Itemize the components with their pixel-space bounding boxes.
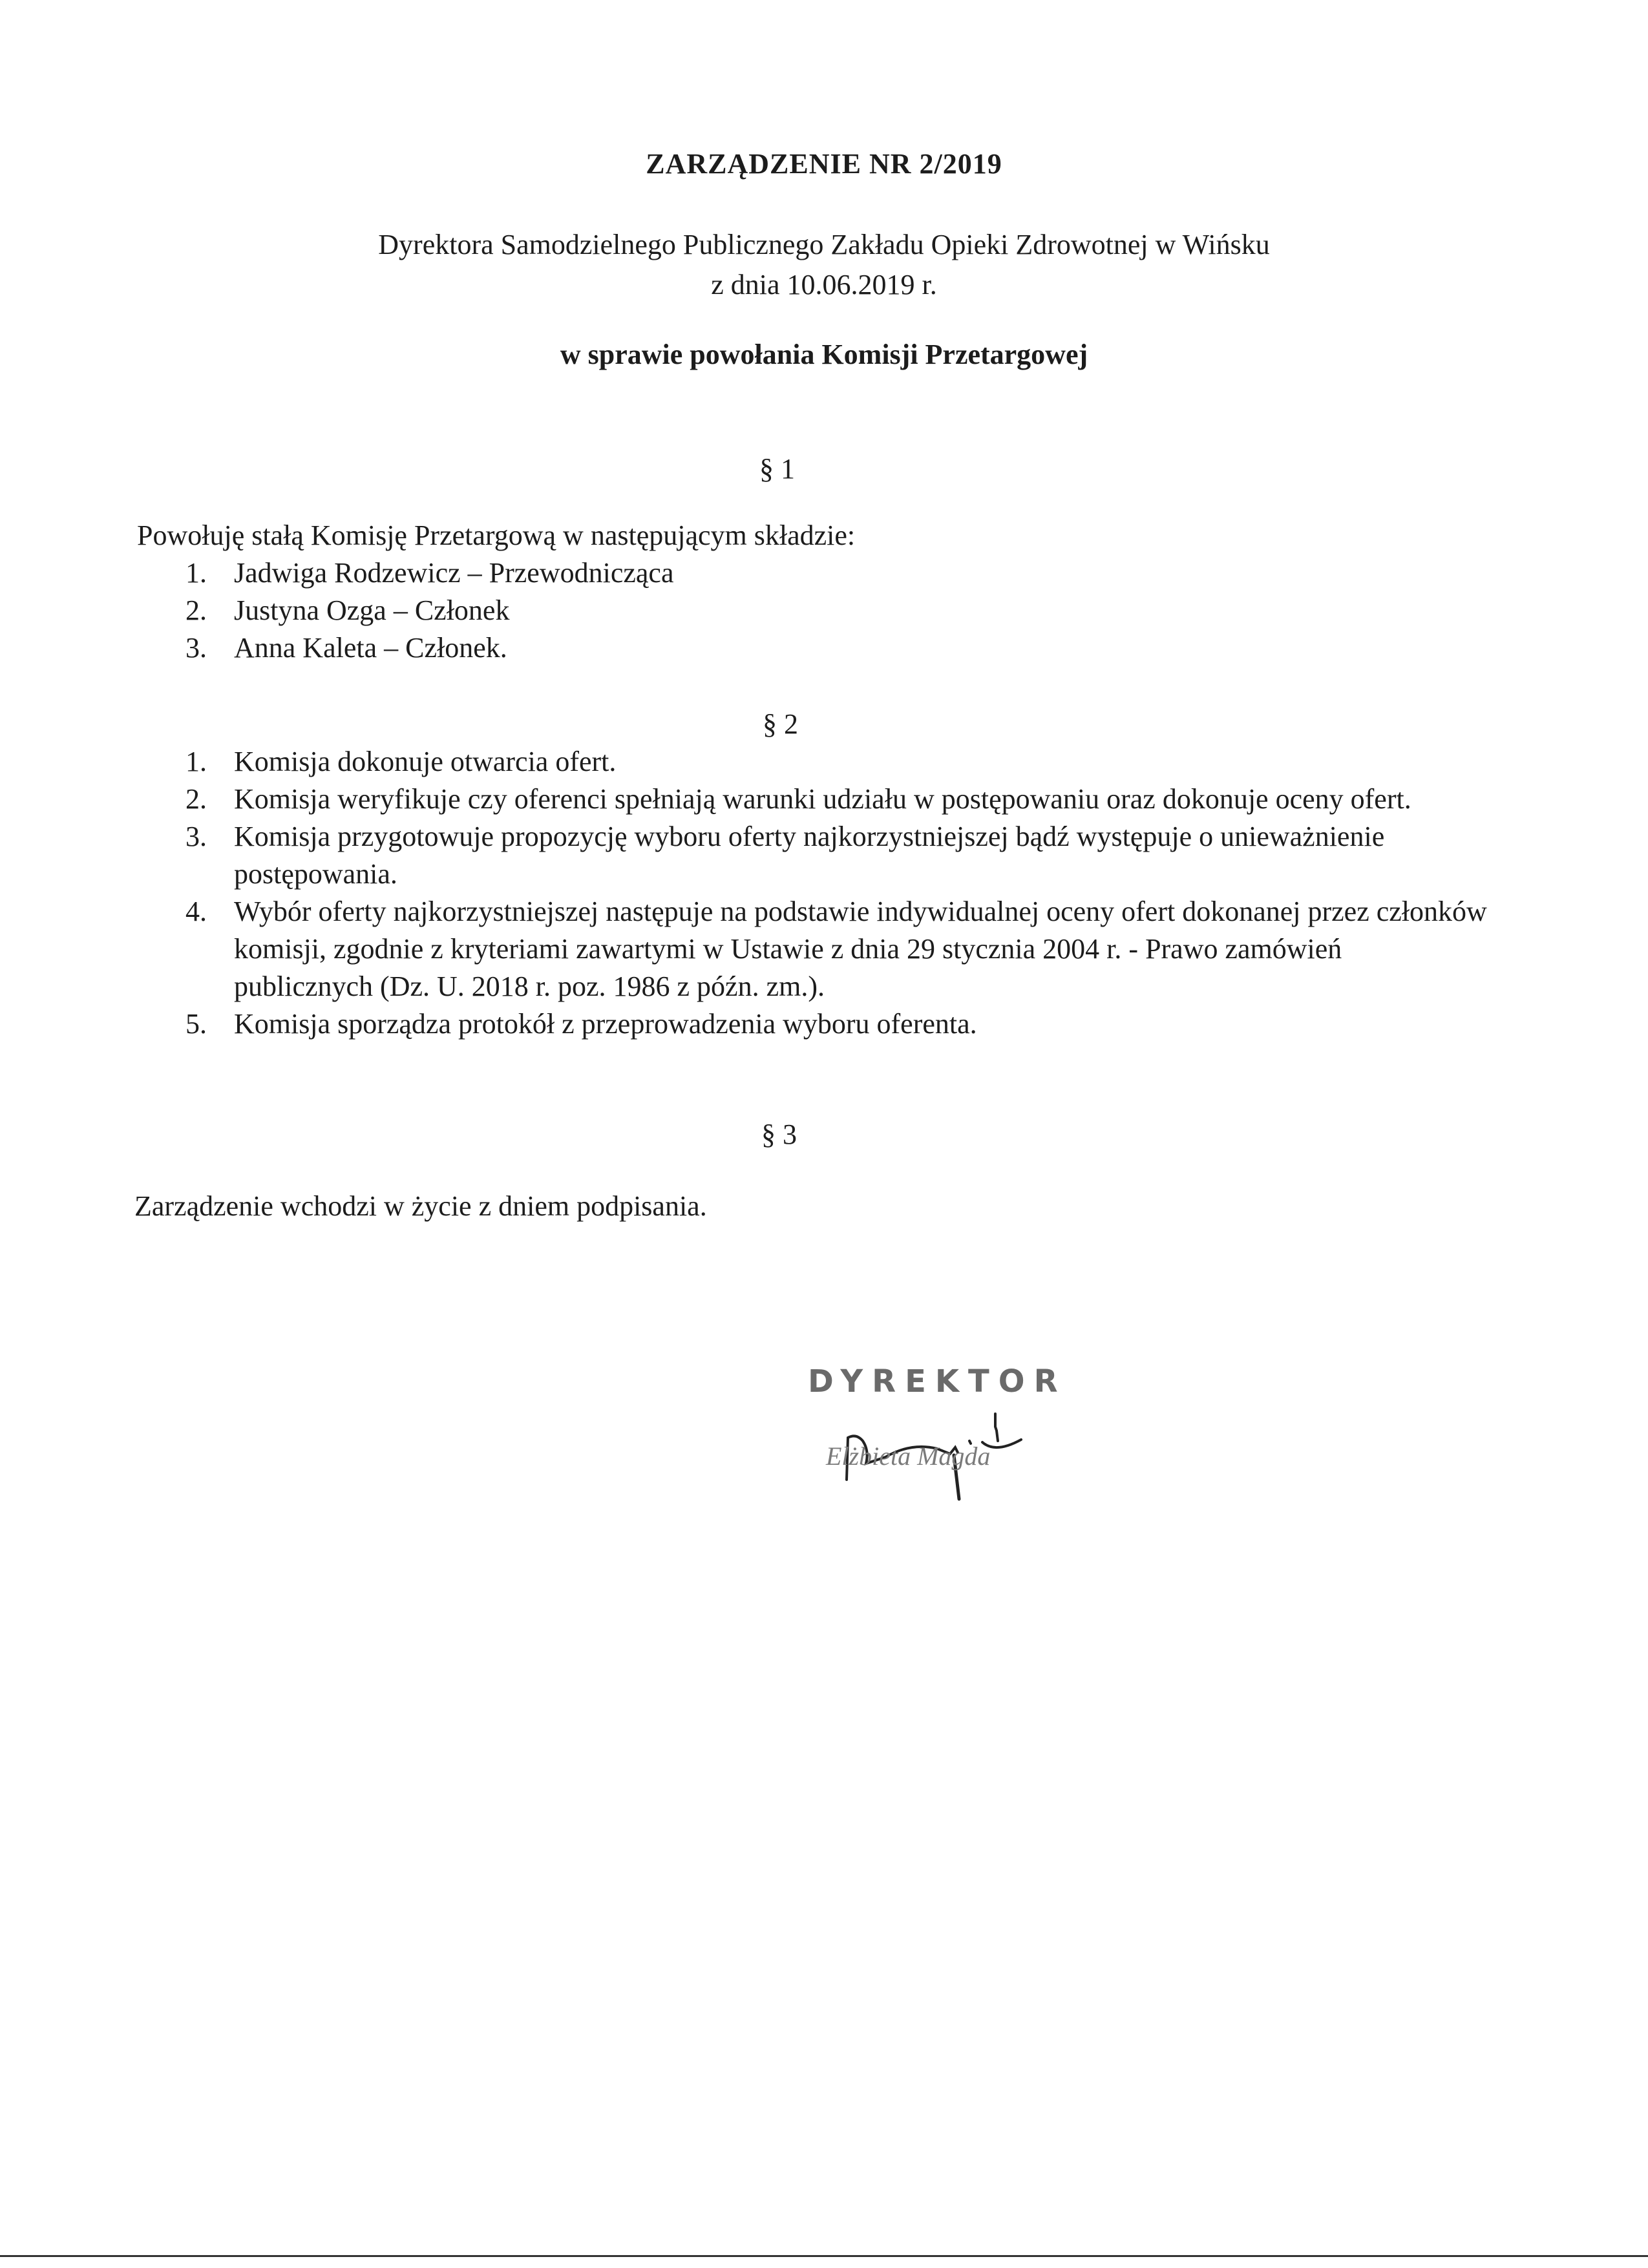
section-1-intro: Powołuję stałą Komisję Przetargową w następującym składzie: xyxy=(137,520,856,551)
list-item: 5. Komisja sporządza protokół z przeprowadzenia wyboru oferenta. xyxy=(185,1008,977,1040)
section-3-text: Zarządzenie wchodzi w życie z dniem podpisania. xyxy=(134,1190,707,1222)
list-item: 3. Anna Kaleta – Członek. xyxy=(185,632,507,664)
document-title: ZARZĄDZENIE NR 2/2019 xyxy=(646,148,1002,180)
issuer-block xyxy=(194,225,1454,305)
issue-date: z dnia 10.06.2019 r. xyxy=(711,269,937,300)
list-item: 4. Wybór oferty najkorzystniejszej następuje na podstawie indywidualnej oceny ofert dokonanej przez członków komisji, zgodnie z kryteriami zawartymi w Ustawie z dnia 29 stycznia 2004 r. - Prawo zamówień publicznych (Dz. U. 2018 r. poz. 1986 z późn. zm.). xyxy=(185,896,1487,1002)
section-1-mark: § 1 xyxy=(759,453,795,485)
stamp-title: DYREKTOR xyxy=(808,1363,1067,1400)
list-item: 2. Justyna Ozga – Członek xyxy=(185,594,510,626)
list-item: 1. Komisja dokonuje otwarcia ofert. xyxy=(185,746,617,777)
list-item: 3. Komisja przygotowuje propozycję wyboru oferty najkorzystniejszej bądź występuje o unieważnienie postępowania. xyxy=(185,821,1385,890)
section-1-members xyxy=(137,554,1494,667)
issuer-line: Dyrektora Samodzielnego Publicznego Zakładu Opieki Zdrowotnej w Wińsku xyxy=(378,229,1270,260)
section-3-mark: § 3 xyxy=(761,1118,797,1150)
list-item: 1. Jadwiga Rodzewicz – Przewodnicząca xyxy=(185,557,674,589)
section-2-items xyxy=(137,743,1488,1043)
section-2-mark: § 2 xyxy=(763,708,798,740)
list-item: 2. Komisja weryfikuje czy oferenci spełniają warunki udziału w postępowaniu oraz dokonuje oceny ofert. xyxy=(185,783,1411,815)
document-subject: w sprawie powołania Komisji Przetargowej xyxy=(560,339,1088,370)
bottom-border xyxy=(0,2255,1648,2257)
stamp-name: Elżbieta Magda xyxy=(826,1442,991,1471)
director-signature xyxy=(808,1363,1079,1512)
